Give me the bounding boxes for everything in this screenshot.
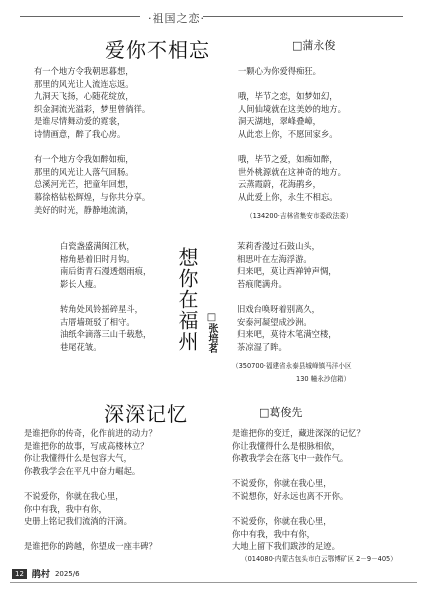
poem-line: 不说爱你，你就在我心里， <box>232 478 332 489</box>
poem-line: 你中有我，我中有你， <box>24 503 107 514</box>
poem-line <box>24 477 157 490</box>
poem-line: 是谁把你的变迁，藏进深深的记忆？ <box>232 428 365 438</box>
poem1-address-note: （134200·吉林省集安市委政法委） <box>246 212 353 220</box>
poem2-title: 想你在福州 <box>175 247 199 352</box>
poem-line: 九洞天飞扬，心随花绽放， <box>34 91 134 102</box>
poem-line: 一颗心为你爱得痴狂。 <box>238 66 321 76</box>
poem-line: 安泰河凝望成沙洲。 <box>237 316 312 327</box>
poem-line: 人间仙境就在这美妙的地方。 <box>238 103 346 114</box>
poem-line <box>238 78 346 91</box>
poem-line: 你让我懂得什么是包容大气， <box>24 453 132 464</box>
poem-line: 美好的时光，静静地流淌， <box>34 204 134 215</box>
poem-line: 巷尾花皱。 <box>60 341 102 352</box>
poem-line: 古厝墙斑驳了相守。 <box>60 316 135 327</box>
poem-line: 相思叶在左海浮游。 <box>237 253 312 264</box>
poem3-left-column <box>24 427 157 553</box>
poem3-title: 深深记忆 <box>104 402 188 426</box>
poem-line: 茉莉香漫过石鼓山头， <box>237 241 320 251</box>
poem-line: 归来吧，莫让西禅钟声惆， <box>237 266 337 277</box>
poem-line: 是谁尽情舞动爱的霓裳， <box>34 116 126 127</box>
poem-line: 慕徐格钻松辉煌，与你共分享。 <box>34 191 151 202</box>
poem-line: 茶凉湿了眸。 <box>237 341 287 352</box>
poem1-author: □蒲永俊 <box>292 39 336 52</box>
poem-line: 洞天湖地，翠峰叠嶂， <box>238 116 321 127</box>
poem-line: 那里的风光让人落气回肠。 <box>34 166 134 177</box>
poem2-left-column <box>60 240 151 353</box>
poem-line: 有一个地方令我如醉如痴， <box>34 154 134 165</box>
poem-line <box>34 141 150 154</box>
page-footer <box>12 567 80 580</box>
poem-line: 榕角悬着旧时月钩。 <box>60 253 135 264</box>
poem-line: 总溪河光芒，把童年回想， <box>34 179 134 190</box>
poem-line: 织金洞流光溢彩，梦里曾徜徉。 <box>34 103 151 114</box>
poem2-address-note-line1: （350700·福建省永泰县城峰镇马洋小区 <box>232 362 352 370</box>
poem3-author: □葛俊先 <box>259 406 303 419</box>
poem2-address-note-line2: 130 幢永沙信箱） <box>296 375 351 383</box>
poem-line <box>238 141 346 154</box>
poem1-title: 爱你不相忘 <box>105 38 210 62</box>
footer-rule <box>10 582 417 583</box>
poem-line: 从此爱上你，永生不相忘。 <box>238 191 338 202</box>
poem1-right-column <box>238 65 346 204</box>
poem-line: 你教我学会在平凡中奋力崛起。 <box>24 465 141 476</box>
poem-line: 是谁把你的故事，写成高楼林立？ <box>24 440 149 451</box>
poem-line: 是谁把你的传奇，化作前进的动力？ <box>24 428 157 438</box>
poem-line: 那里的风光让人流连忘返。 <box>34 78 134 89</box>
poem-line: 油纸伞滴落三山千载愁， <box>60 329 152 340</box>
poem-line: 云蒸霞蔚，花海鹃乡， <box>238 179 321 190</box>
poem-line: 影长人瘦。 <box>60 278 102 289</box>
poem-line: 归来吧，莫待木笔满空楼， <box>237 329 337 340</box>
poem-line: 哦，毕节之恋，如梦如幻， <box>238 91 338 102</box>
poem-line: 从此恋上你，不愿回家乡。 <box>238 128 338 139</box>
poem-line: 大地上留下我们跋涉的足迹。 <box>232 541 340 552</box>
poem-line: 世外桃源就在这神奇的地方。 <box>238 166 346 177</box>
poem-line <box>232 465 365 478</box>
poem-line: 不说爱你，你就在我心里， <box>232 516 332 527</box>
poem-line <box>24 528 157 541</box>
poem-line: 白瓷盏盛满闽江秋， <box>60 241 135 251</box>
page-number: 12 <box>12 569 27 579</box>
header-rule-left <box>20 16 140 17</box>
header-rule-right <box>203 16 403 17</box>
poem-line: 不说爱你，你就在我心里， <box>24 490 124 501</box>
section-header: ·祖国之恋· <box>148 12 205 25</box>
poem3-right-column <box>232 427 365 553</box>
poem-line: 史册上铭记我们流淌的汗滴。 <box>24 516 132 527</box>
poem-line: 苔痕爬满舟。 <box>237 278 287 289</box>
poem-line: 你中有我，我中有你， <box>232 528 315 539</box>
poem-line: 诗情画意，醉了我心房。 <box>34 128 126 139</box>
poem-line: 不说想你，好永远也离不开你。 <box>232 490 349 501</box>
poem-line: 哦，毕节之爱，如痴如醉， <box>238 154 338 165</box>
magazine-name: 鹃村 <box>31 570 50 580</box>
poem-line: 你教我学会在落飞中一鼓作气。 <box>232 453 349 464</box>
poem-line: 你让我懂得什么是根脉相依， <box>232 440 340 451</box>
poem1-left-column <box>34 65 150 216</box>
poem-line: 是谁把你的跨越，你望成一座丰碑？ <box>24 541 157 552</box>
poem2-author: □张培茗 <box>206 312 217 353</box>
poem-line: 旧戏台唤呀着别离久， <box>237 303 320 314</box>
poem-line <box>60 290 151 303</box>
poem-line: 转角处风铃摇碎星斗， <box>60 303 143 314</box>
issue-number: 2025/6 <box>54 569 80 578</box>
poem-line: 南后街青石漫透烟雨痕， <box>60 266 152 277</box>
poem2-right-column <box>237 240 337 353</box>
poem-line: 有一个地方令我朝思暮想， <box>34 66 134 76</box>
poem-line <box>237 290 337 303</box>
poem-line <box>232 503 365 516</box>
poem3-address-note: （014080·内蒙古包头市白云鄂博矿区 2－9－405） <box>241 555 397 563</box>
